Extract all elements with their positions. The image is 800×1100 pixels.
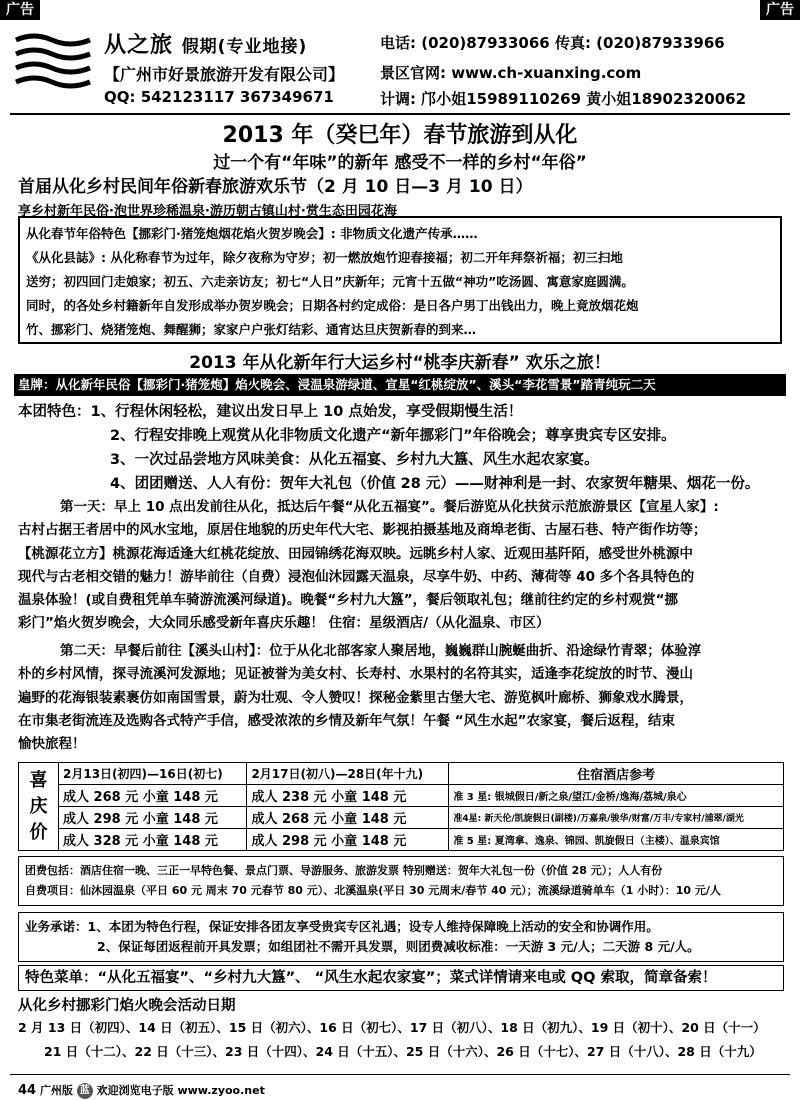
day1-itinerary xyxy=(18,496,788,636)
day2-line: 朴的乡村风情，探寻流溪河发源地；见证被誉为美女村、长寿村、水果村的名符其实，适逢李花绽放的时节、漫山 xyxy=(18,666,693,683)
planners: 计调: 邝小姐15989110269 黄小姐18902320062 xyxy=(380,90,747,108)
festival-title: 首届从化乡村民间年俗新春旅游欢乐节（2 月 10 日—3 月 10 日） xyxy=(18,177,533,197)
intro-line: 从化春节年俗特色【挪彩门·猪笼炮烟花焰火贺岁晚会】: 非物质文化遗产传承…… xyxy=(26,226,478,241)
hotel-header: 住宿酒店参考 xyxy=(449,763,784,785)
day2-itinerary xyxy=(18,640,788,756)
price-cell: 成人 298 元 小童 148 元 xyxy=(59,807,247,829)
day1-line: 温泉体验！(或自费租凭单车骑游流溪河绿道)。晚餐“乡村九大簋”，餐后领取礼包；继前往约定的乡村观赏“挪 xyxy=(18,592,678,609)
header xyxy=(10,22,790,110)
menu-box: 特色菜单：“从化五福宴”、“乡村九大簋”、 “风生水起农家宴”；菜式详情请来电或 QQ 索取，简章备索！ xyxy=(18,965,784,991)
fee-box xyxy=(18,856,784,906)
day1-line: 古村占据王者居中的风水宝地，原居住地貌的历史年代大宅、影视拍摄基地及商埠老街、古屋石巷、特产街作坊等； xyxy=(18,522,707,539)
phone-fax: 电话: (020)87933066 传真: (020)87933966 xyxy=(380,34,725,52)
feature-4: 4、团团赠送、人人有份：贺年大礼包（价值 28 元）——财神利是一封、农家贺年糖果、烟花一份。 xyxy=(110,476,760,492)
hotel-cell: 准4星: 新天伦/凯旋假日(副楼)/万嘉泉/骏华/财富/万丰/专家村/浦翠/湖光 xyxy=(449,807,784,829)
price-col2-header: 2月17日(初八)—28日(年十九) xyxy=(247,763,449,785)
edition: 广州版 xyxy=(39,1084,73,1097)
company-logo-icon xyxy=(14,32,92,94)
main-title: 2013 年（癸巳年）春节旅游到从化 xyxy=(222,123,578,148)
footer-text: 欢迎浏览电子版 www.zyoo.net xyxy=(96,1084,265,1097)
day1-line: 彩门”焰火贺岁晚会，大众同乐感受新年喜庆乐趣！ 住宿：星级酒店/（从化温泉、市区） xyxy=(18,615,550,632)
tour-title: 2013 年从化新年行大运乡村“桃李庆新春” 欢乐之旅！ xyxy=(189,353,611,373)
commitment-box xyxy=(18,912,784,962)
festival-subtitle: 享乡村新年民俗·泡世界珍稀温泉·游历朝古镇山村·赏生态田园花海 xyxy=(18,204,397,219)
day1-line: 第一天：早上 10 点出发前往从化，抵达后午餐“从化五福宴”。餐后游览从化扶贫示范旅游景区【宣星人家】: xyxy=(60,499,719,515)
feature-3: 3、一次过品尝地方风味美食：从化五福宴、乡村九大簋、风生水起农家宴。 xyxy=(110,452,599,468)
intro-line: 《从化县誌》: 从化称春节为过年，除夕夜称为守岁；初一燃放炮竹迎春接福；初二开年拜祭祈福；初三扫地 xyxy=(26,250,623,265)
price-col1-header: 2月13日(初四)—16日(初七) xyxy=(59,763,247,785)
hotel-cell: 准 5 星: 夏湾拿、逸泉、锦园、凯旋假日（主楼）、温泉宾馆 xyxy=(449,829,784,851)
highlight-bar: 皇牌：从化新年民俗【挪彩门·猪笼炮】焰火晚会、浸温泉游绿道、宣星“红桃绽放”、溪头“李花雪景”踏青纯玩二天 xyxy=(14,374,786,396)
commitment-line: 业务承诺：1、本团为特色行程，保证安排各团友享受贵宾专区礼遇；设专人维持保障晚上活动的安全和协调作用。 xyxy=(25,919,659,934)
intro-line: 送穷；初四回门走娘家；初五、六走亲访友；初七“人日”庆新年；元宵十五做“神功”吃汤圆、寓意家庭圆满。 xyxy=(26,274,634,289)
fee-line: 团费包括：酒店住宿一晚、三正一早特色餐、景点门票、导游服务、旅游发票 特别赠送：贺年大礼包一份（价值 28 元）；人人有份 xyxy=(25,864,663,877)
dates-title: 从化乡村挪彩门焰火晚会活动日期 xyxy=(18,998,236,1014)
header-divider xyxy=(10,113,790,115)
day2-line: 在市集老街流连及选购各式特产手信，感受浓浓的乡情及新年气氛！午餐 “风生水起”农家宴，餐后返程，结束 xyxy=(18,712,675,729)
slogan: 过一个有“年味”的新年 感受不一样的乡村“年俗” xyxy=(213,153,587,173)
dates-line: 2 月 13 日（初四）、14 日（初五）、15 日（初六）、16 日（初七）、17 日（初八）、18 日（初九）、19 日（初十）、20 日（十一） xyxy=(18,1020,766,1035)
website: 景区官网: www.ch-xuanxing.com xyxy=(380,64,642,82)
ad-tag-right: 广告 xyxy=(760,0,800,20)
day2-line: 遍野的花海银装素裹仿如南国雪景，蔚为壮观、令人赞叹！探秘金紫里古堡大宅、游览枫叶廊桥、狮象戏水腾景， xyxy=(18,689,693,706)
day2-line: 第二天：早餐后前往【溪头山村】：位于从化北部客家人聚居地，巍巍群山腕蜒曲折、沿途绿竹青翠；体验淳 xyxy=(60,643,702,659)
table-row xyxy=(19,785,784,807)
price-cell: 成人 268 元 小童 148 元 xyxy=(59,785,247,807)
day2-line: 愉快旅程！ xyxy=(18,736,86,753)
footer xyxy=(18,1082,265,1099)
day1-line: 现代与古老相交错的魅力！游毕前往（自费）浸泡仙沐园露天温泉，尽享牛奶、中药、薄荷等 40 多个各具特色的 xyxy=(18,568,695,585)
custom-intro-box xyxy=(18,216,782,344)
brand-name: 从之旅 假期(专业地接) xyxy=(104,33,308,58)
price-label: 喜庆价 xyxy=(19,763,59,851)
price-cell: 成人 328 元 小童 148 元 xyxy=(59,829,247,851)
intro-line: 同时，的各处乡村籍新年自发形成举办贺岁晚会；日期各村约定成俗：是日各户男丁出钱出力，晚上竟放烟花炮 xyxy=(26,298,639,313)
footer-divider xyxy=(10,1074,790,1075)
price-table xyxy=(18,762,784,851)
fee-line: 自费项目：仙沐园温泉（平日 60 元 周末 70 元春节 80 元）、北溪温泉(平日 30 元周末/春节 40 元）；流溪绿道骑单车（1 小时）：10 元/人 xyxy=(25,884,721,897)
table-row xyxy=(19,807,784,829)
price-cell: 成人 268 元 小童 148 元 xyxy=(247,807,449,829)
price-cell: 成人 238 元 小童 148 元 xyxy=(247,785,449,807)
hotel-cell: 准 3 星: 银城假日/新之泉/望江/金桥/逸海/荔城/泉心 xyxy=(449,785,784,807)
ad-tag-left: 广告 xyxy=(0,0,40,20)
page-number: 44 xyxy=(18,1083,37,1098)
edition-badge: 蓝 xyxy=(77,1083,93,1099)
intro-line: 竹、挪彩门、烧猪笼炮、舞醒狮；家家户户张灯结彩、通宵达旦庆贺新春的到来… xyxy=(26,322,477,337)
feature-1: 本团特色：1、行程休闲轻松，建议出发日早上 10 点始发，享受假期慢生活！ xyxy=(18,404,523,420)
dates-line: 21 日（十二）、22 日（十三）、23 日（十四）、24 日（十五）、25 日（十六）、26 日（十七）、27 日（十八）、28 日（十九） xyxy=(44,1044,762,1059)
commitment-line: 2、保证每团返程前开具发票；如组团社不需开具发票，则团费减收标准：一天游 3 元/人；二天游 8 元/人。 xyxy=(97,939,700,954)
company-name: 【广州市好景旅游开发有限公司】 xyxy=(104,65,345,84)
qq-numbers: QQ: 542123117 367349671 xyxy=(104,88,334,106)
table-row xyxy=(19,829,784,851)
feature-2: 2、行程安排晚上观赏从化非物质文化遗产“新年挪彩门”年俗晚会；尊享贵宾专区安排。 xyxy=(110,428,676,444)
day1-line: 【桃源花立方】桃源花海适逢大红桃花绽放、田园锦绣花海双映。远眺乡村人家、近观田基阡陌，感受世外桃源中 xyxy=(18,545,693,562)
price-cell: 成人 298 元 小童 148 元 xyxy=(247,829,449,851)
